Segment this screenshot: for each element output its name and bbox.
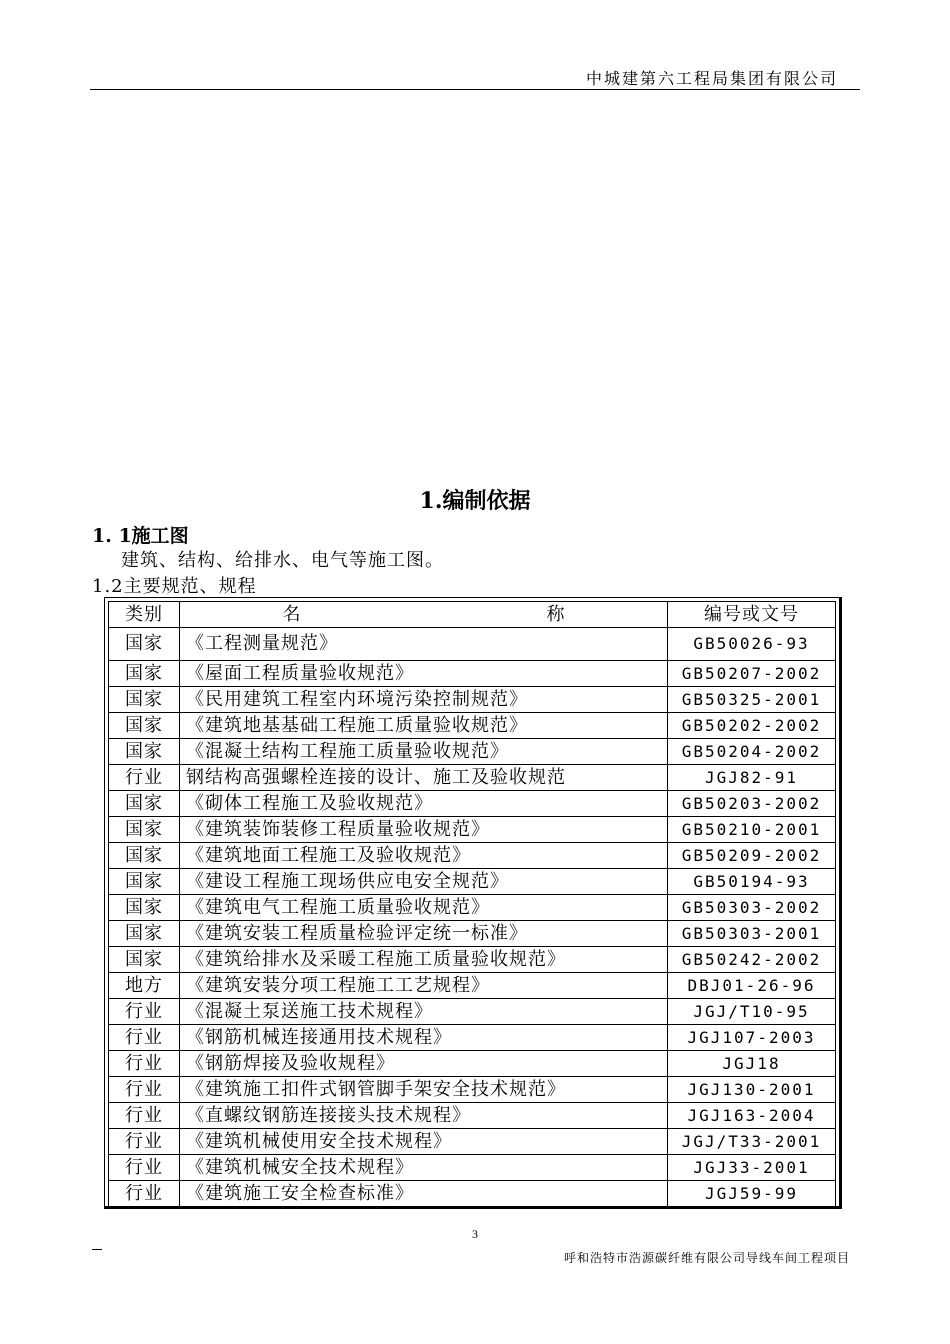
table-row bbox=[109, 1025, 836, 1051]
table-row bbox=[109, 628, 836, 661]
row-code: JGJ59-99 bbox=[668, 1181, 836, 1207]
row-category: 行业 bbox=[109, 765, 180, 791]
row-code: JGJ/T10-95 bbox=[668, 999, 836, 1025]
row-category: 国家 bbox=[109, 817, 180, 843]
row-category: 行业 bbox=[109, 1051, 180, 1077]
row-name: 《建筑施工扣件式钢管脚手架安全技术规范》 bbox=[180, 1077, 668, 1103]
norms-table-frame bbox=[104, 597, 842, 1209]
row-name: 《建筑安装工程质量检验评定统一标准》 bbox=[180, 921, 668, 947]
row-name: 《工程测量规范》 bbox=[180, 628, 668, 661]
row-name: 《直螺纹钢筋连接接头技术规程》 bbox=[180, 1103, 668, 1129]
row-name: 《民用建筑工程室内环境污染控制规范》 bbox=[180, 687, 668, 713]
drawings-description: 建筑、结构、给排水、电气等施工图。 bbox=[121, 550, 444, 571]
row-category: 国家 bbox=[109, 739, 180, 765]
row-category: 国家 bbox=[109, 921, 180, 947]
row-name: 《混凝土结构工程施工质量验收规范》 bbox=[180, 739, 668, 765]
row-code: JGJ18 bbox=[668, 1051, 836, 1077]
row-category: 国家 bbox=[109, 869, 180, 895]
page-number: 3 bbox=[472, 1227, 478, 1241]
table-row bbox=[109, 661, 836, 687]
row-code: GB50303-2001 bbox=[668, 921, 836, 947]
row-category: 国家 bbox=[109, 661, 180, 687]
row-name: 《建筑装饰装修工程质量验收规范》 bbox=[180, 817, 668, 843]
row-name: 《建筑安装分项工程施工工艺规程》 bbox=[180, 973, 668, 999]
row-code: GB50242-2002 bbox=[668, 947, 836, 973]
row-code: GB50203-2002 bbox=[668, 791, 836, 817]
row-category: 国家 bbox=[109, 791, 180, 817]
row-code: GB50207-2002 bbox=[668, 661, 836, 687]
row-code: GB50325-2001 bbox=[668, 687, 836, 713]
row-category: 行业 bbox=[109, 1129, 180, 1155]
header-divider bbox=[90, 89, 860, 90]
row-code: GB50303-2002 bbox=[668, 895, 836, 921]
header-code: 编号或文号 bbox=[668, 602, 836, 628]
table-row bbox=[109, 1155, 836, 1181]
row-category: 国家 bbox=[109, 713, 180, 739]
header-name: 名 称 bbox=[180, 602, 668, 628]
subsection-title-norms: 1.2主要规范、规程 bbox=[92, 576, 257, 597]
row-code: GB50210-2001 bbox=[668, 817, 836, 843]
row-category: 国家 bbox=[109, 895, 180, 921]
row-category: 国家 bbox=[109, 628, 180, 661]
table-row bbox=[109, 999, 836, 1025]
row-name: 《建筑给排水及采暖工程施工质量验收规范》 bbox=[180, 947, 668, 973]
row-category: 行业 bbox=[109, 1155, 180, 1181]
row-code: JGJ/T33-2001 bbox=[668, 1129, 836, 1155]
row-category: 行业 bbox=[109, 1025, 180, 1051]
row-name: 《建筑施工安全检查标准》 bbox=[180, 1181, 668, 1207]
subsection-title-drawings: 1. 1施工图 bbox=[92, 525, 189, 547]
table-row bbox=[109, 791, 836, 817]
row-code: JGJ33-2001 bbox=[668, 1155, 836, 1181]
table-row bbox=[109, 1129, 836, 1155]
table-row bbox=[109, 921, 836, 947]
table-header-row bbox=[109, 602, 836, 628]
table-row bbox=[109, 973, 836, 999]
table-row bbox=[109, 947, 836, 973]
table-row bbox=[109, 1051, 836, 1077]
table-row bbox=[109, 1103, 836, 1129]
row-name: 《混凝土泵送施工技术规程》 bbox=[180, 999, 668, 1025]
footer-dash bbox=[92, 1249, 102, 1250]
row-category: 行业 bbox=[109, 1103, 180, 1129]
row-category: 地方 bbox=[109, 973, 180, 999]
row-code: DBJ01-26-96 bbox=[668, 973, 836, 999]
table-row bbox=[109, 713, 836, 739]
row-name: 《建筑地面工程施工及验收规范》 bbox=[180, 843, 668, 869]
row-code: JGJ82-91 bbox=[668, 765, 836, 791]
row-name: 《建筑机械使用安全技术规程》 bbox=[180, 1129, 668, 1155]
table-row bbox=[109, 1077, 836, 1103]
row-code: JGJ130-2001 bbox=[668, 1077, 836, 1103]
section-title: 1.编制依据 bbox=[419, 488, 531, 514]
row-category: 行业 bbox=[109, 1181, 180, 1207]
row-name: 《建筑地基基础工程施工质量验收规范》 bbox=[180, 713, 668, 739]
row-name: 《屋面工程质量验收规范》 bbox=[180, 661, 668, 687]
row-name: 《钢筋焊接及验收规程》 bbox=[180, 1051, 668, 1077]
table-row bbox=[109, 817, 836, 843]
table-row bbox=[109, 869, 836, 895]
row-category: 国家 bbox=[109, 843, 180, 869]
header-company-name: 中城建第六工程局集团有限公司 bbox=[585, 69, 838, 88]
table-row bbox=[109, 739, 836, 765]
row-name: 钢结构高强螺栓连接的设计、施工及验收规范 bbox=[180, 765, 668, 791]
row-name: 《建筑机械安全技术规程》 bbox=[180, 1155, 668, 1181]
row-code: GB50026-93 bbox=[668, 628, 836, 661]
table-row bbox=[109, 895, 836, 921]
row-name: 《钢筋机械连接通用技术规程》 bbox=[180, 1025, 668, 1051]
row-code: JGJ163-2004 bbox=[668, 1103, 836, 1129]
row-category: 国家 bbox=[109, 687, 180, 713]
table-row bbox=[109, 765, 836, 791]
header-category: 类别 bbox=[109, 602, 180, 628]
footer-project-name: 呼和浩特市浩源碳纤维有限公司导线车间工程项目 bbox=[563, 1251, 850, 1265]
row-name: 《建筑电气工程施工质量验收规范》 bbox=[180, 895, 668, 921]
row-code: GB50204-2002 bbox=[668, 739, 836, 765]
row-category: 行业 bbox=[109, 999, 180, 1025]
row-code: GB50202-2002 bbox=[668, 713, 836, 739]
table-row bbox=[109, 1181, 836, 1207]
row-category: 国家 bbox=[109, 947, 180, 973]
norms-table bbox=[108, 601, 836, 1207]
row-name: 《砌体工程施工及验收规范》 bbox=[180, 791, 668, 817]
row-name: 《建设工程施工现场供应电安全规范》 bbox=[180, 869, 668, 895]
table-row bbox=[109, 843, 836, 869]
row-code: JGJ107-2003 bbox=[668, 1025, 836, 1051]
row-category: 行业 bbox=[109, 1077, 180, 1103]
table-row bbox=[109, 687, 836, 713]
row-code: GB50194-93 bbox=[668, 869, 836, 895]
row-code: GB50209-2002 bbox=[668, 843, 836, 869]
